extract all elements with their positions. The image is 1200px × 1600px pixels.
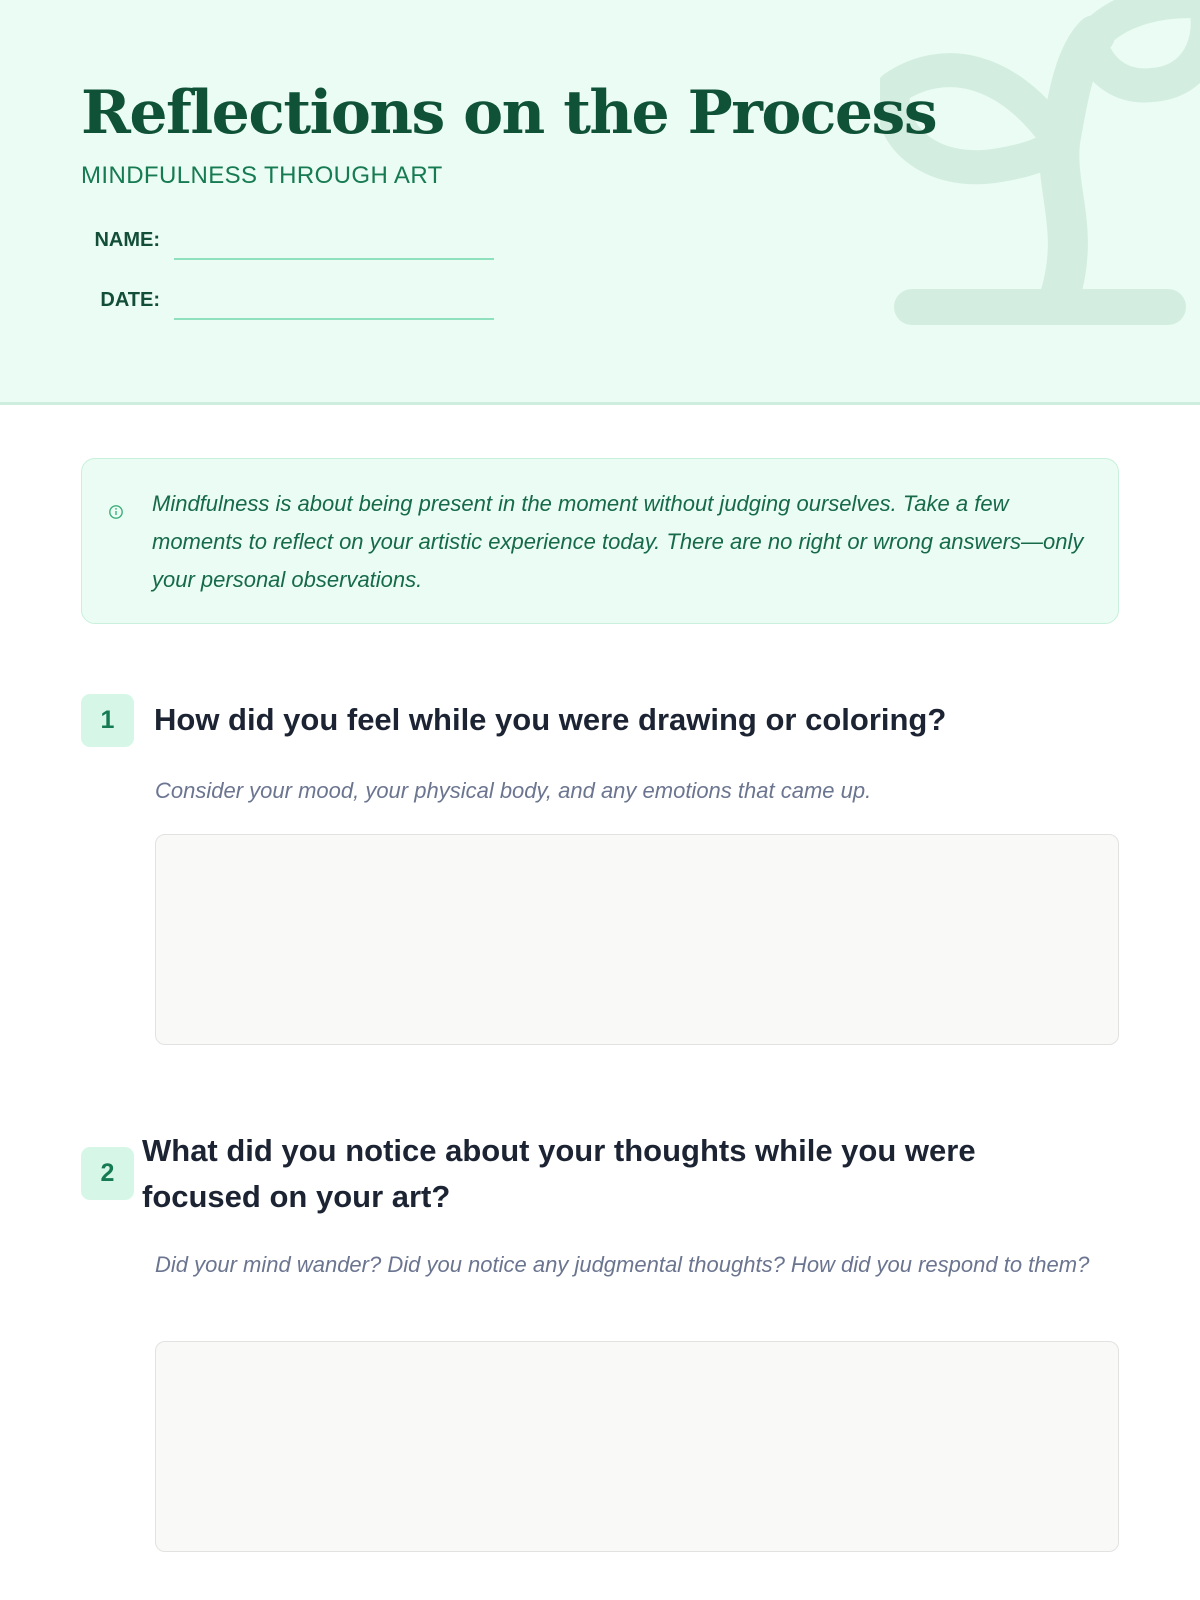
name-field[interactable]: [174, 258, 494, 260]
question-number-badge: 1: [81, 694, 134, 747]
date-field[interactable]: [174, 318, 494, 320]
sprout-icon: [880, 0, 1200, 340]
name-label: NAME:: [94, 229, 160, 251]
intro-text: Mindfulness is about being present in the moment without judging ourselves. Take a few moments to reflect on your artistic experience today. There are no right or wrong answers—only your personal observations.: [152, 491, 1084, 592]
question-text: How did you feel while you were drawing or coloring?: [154, 702, 947, 737]
answer-box[interactable]: [155, 834, 1119, 1045]
answer-box[interactable]: [155, 1341, 1119, 1552]
worksheet-header: [0, 0, 1200, 405]
question-hint: Consider your mood, your physical body, and any emotions that came up.: [155, 778, 872, 803]
page-subtitle: MINDFULNESS THROUGH ART: [81, 162, 443, 189]
question-text: What did you notice about your thoughts while you were focused on your art?: [142, 1133, 976, 1214]
page-title: Reflections on the Process: [81, 78, 937, 148]
question-hint: Did your mind wander? Did you notice any judgmental thoughts? How did you respond to them?: [155, 1252, 1090, 1277]
question-number-badge: 2: [81, 1147, 134, 1200]
intro-callout: [81, 458, 1119, 624]
info-icon: [108, 504, 124, 520]
date-label: DATE:: [100, 289, 160, 311]
